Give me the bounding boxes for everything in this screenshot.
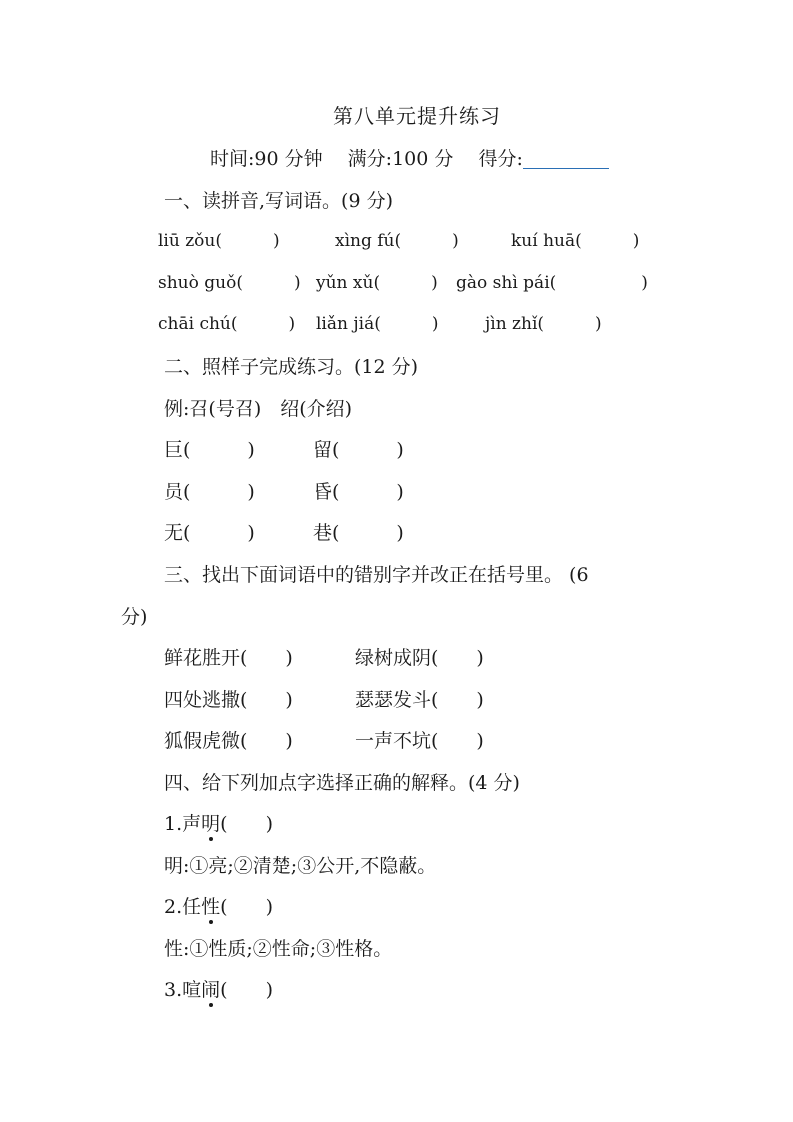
pinyin-item: liǎn jiá( ) — [316, 314, 439, 334]
word-item: 绿树成阴( ) — [355, 647, 484, 669]
char-item: 无( ) — [164, 522, 255, 544]
pinyin-item: jìn zhǐ( ) — [485, 314, 602, 334]
char-item: 留( ) — [313, 439, 404, 461]
full-score-label: 满分:100 分 — [347, 148, 454, 170]
section4-heading: 四、给下列加点字选择正确的解释。(4 分) — [164, 772, 520, 794]
question-item — [164, 898, 273, 917]
explanation-line: 明:①亮;②清楚;③公开,不隐蔽。 — [164, 855, 437, 877]
pinyin-item: chāi chú( ) — [158, 314, 296, 334]
answer-brackets: ( ) — [220, 813, 273, 835]
pinyin-item: yǔn xǔ( ) — [316, 273, 438, 293]
answer-brackets: ( ) — [220, 979, 273, 1001]
section2-heading: 二、照样子完成练习。(12 分) — [164, 356, 419, 378]
answer-brackets: ( ) — [220, 896, 273, 918]
section2-example: 例:召(号召) 绍(介绍) — [164, 398, 353, 420]
pinyin-item: kuí huā( ) — [511, 231, 640, 251]
char-item: 昏( ) — [313, 481, 404, 503]
time-label: 时间:90 分钟 — [210, 148, 323, 170]
word-item: 瑟瑟发斗( ) — [355, 689, 484, 711]
pinyin-item: shuò guǒ( ) — [158, 273, 301, 293]
question-char: 喧 — [182, 979, 202, 1001]
word-item: 一声不坑( ) — [355, 730, 484, 752]
question-number: 1. — [164, 813, 183, 835]
char-item: 巷( ) — [313, 522, 404, 544]
section3-heading: 三、找出下面词语中的错别字并改正在括号里。 (6 — [164, 564, 589, 586]
question-number: 2. — [164, 896, 183, 918]
char-item: 巨( ) — [164, 439, 255, 461]
score-blank[interactable] — [523, 148, 609, 169]
question-char: 声 — [182, 813, 202, 835]
pinyin-item: liū zǒu( ) — [158, 231, 280, 251]
section1-heading: 一、读拼音,写词语。(9 分) — [164, 190, 393, 212]
page-title: 第八单元提升练习 — [333, 104, 501, 128]
question-item — [164, 981, 273, 1000]
explanation-line: 性:①性质;②性命;③性格。 — [164, 938, 393, 960]
char-item: 员( ) — [164, 481, 255, 503]
word-item: 狐假虎微( ) — [164, 730, 293, 752]
dotted-char: 明 — [201, 813, 221, 835]
dotted-char: 性 — [201, 896, 221, 918]
pinyin-item: xìng fú( ) — [335, 231, 459, 251]
question-item — [164, 815, 273, 834]
score-label: 得分: — [478, 148, 523, 170]
exam-meta — [210, 148, 609, 169]
section3-heading-cont: 分) — [121, 606, 148, 628]
question-char: 任 — [182, 896, 202, 918]
word-item: 四处逃撒( ) — [164, 689, 293, 711]
question-number: 3. — [164, 979, 183, 1001]
dotted-char: 闹 — [201, 979, 221, 1001]
word-item: 鲜花胜开( ) — [164, 647, 293, 669]
pinyin-item: gào shì pái( ) — [456, 273, 648, 293]
